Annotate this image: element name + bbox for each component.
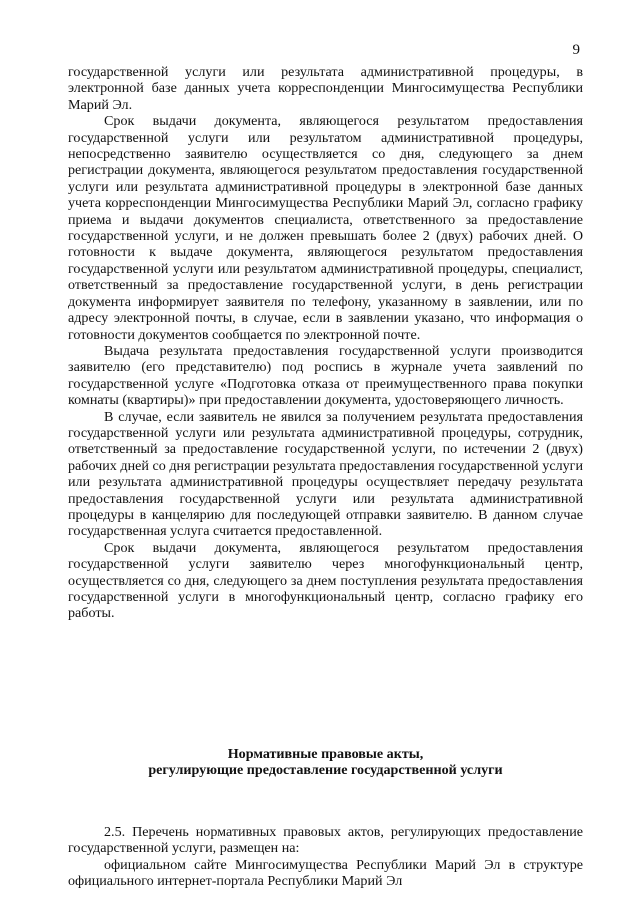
paragraph-3: Выдача результата предоставления государственной услуги производится заявителю (его представителю) под роспись в журнале учета заявлений по государственной услуге «Подготовка отказа от преимущественного права покупки комнаты (квартиры)» при предоставлении документа, удостоверяющего личность. (68, 342, 583, 409)
section-text (68, 824, 583, 890)
main-text (68, 64, 583, 622)
section-heading (68, 746, 583, 779)
heading-line-2: регулирующие предоставление государственной услуги (148, 762, 503, 779)
paragraph-1: государственной услуги или результата административной процедуры, в электронной базе данных учета корреспонденции Мингосимущества Республики Марий Эл. (68, 64, 583, 113)
page-number: 9 (572, 42, 580, 58)
paragraph-official-site: официальном сайте Мингосимущества Республики Марий Эл в структуре официального интернет-портала Республики Марий Эл (68, 856, 583, 890)
paragraph-2-5: 2.5. Перечень нормативных правовых актов, регулирующих предоставление государственной услуги, размещен на: (68, 824, 583, 857)
heading-line-1: Нормативные правовые акты, (227, 746, 424, 762)
paragraph-4: В случае, если заявитель не явился за получением результата предоставления государственной услуги или результата административной процедуры, сотрудник, ответственный за предоставление государственной услуги, по истечении 2 (двух) рабочих дней со дня регистрации результата предоставления государственной услуги или результата административной процедуры осуществляет передачу результата предоставления государственной услуги или результата административной процедуры в канцелярию для последующей отправки заявителю. В данном случае государственная услуга считается предоставленной. (68, 408, 583, 540)
paragraph-2: Срок выдачи документа, являющегося результатом предоставления государственной услуги или результатом административной процедуры, непосредственно заявителю осуществляется со дня, следующего за днем регистрации документа, являющегося результатом предоставления государственной услуги или результата административной процедуры в электронной базе данных учета корреспонденции Мингосимущества Республики Марий Эл, согласно графику приема и выдачи документов специалиста, ответственного за предоставление государственной услуги, и не должен превышать более 2 (двух) рабочих дней. О готовности к выдаче документа, являющегося результатом предоставления государственной услуги или результатом административной процедуры, специалист, ответственный за предоставление государственной услуги, в день регистрации документа информирует заявителя по телефону, указанному в заявлении, или по адресу электронной почты, в случае, если в заявлении указано, что информация о готовности документов сообщается по электронной почте. (68, 113, 583, 343)
paragraph-5: Срок выдачи документа, являющегося результатом предоставления государственной услуги заявителю через многофункциональный центр, осуществляется со дня, следующего за днем поступления результата предоставления государственной услуги в многофункциональный центр, согласно графику его работы. (68, 539, 583, 622)
